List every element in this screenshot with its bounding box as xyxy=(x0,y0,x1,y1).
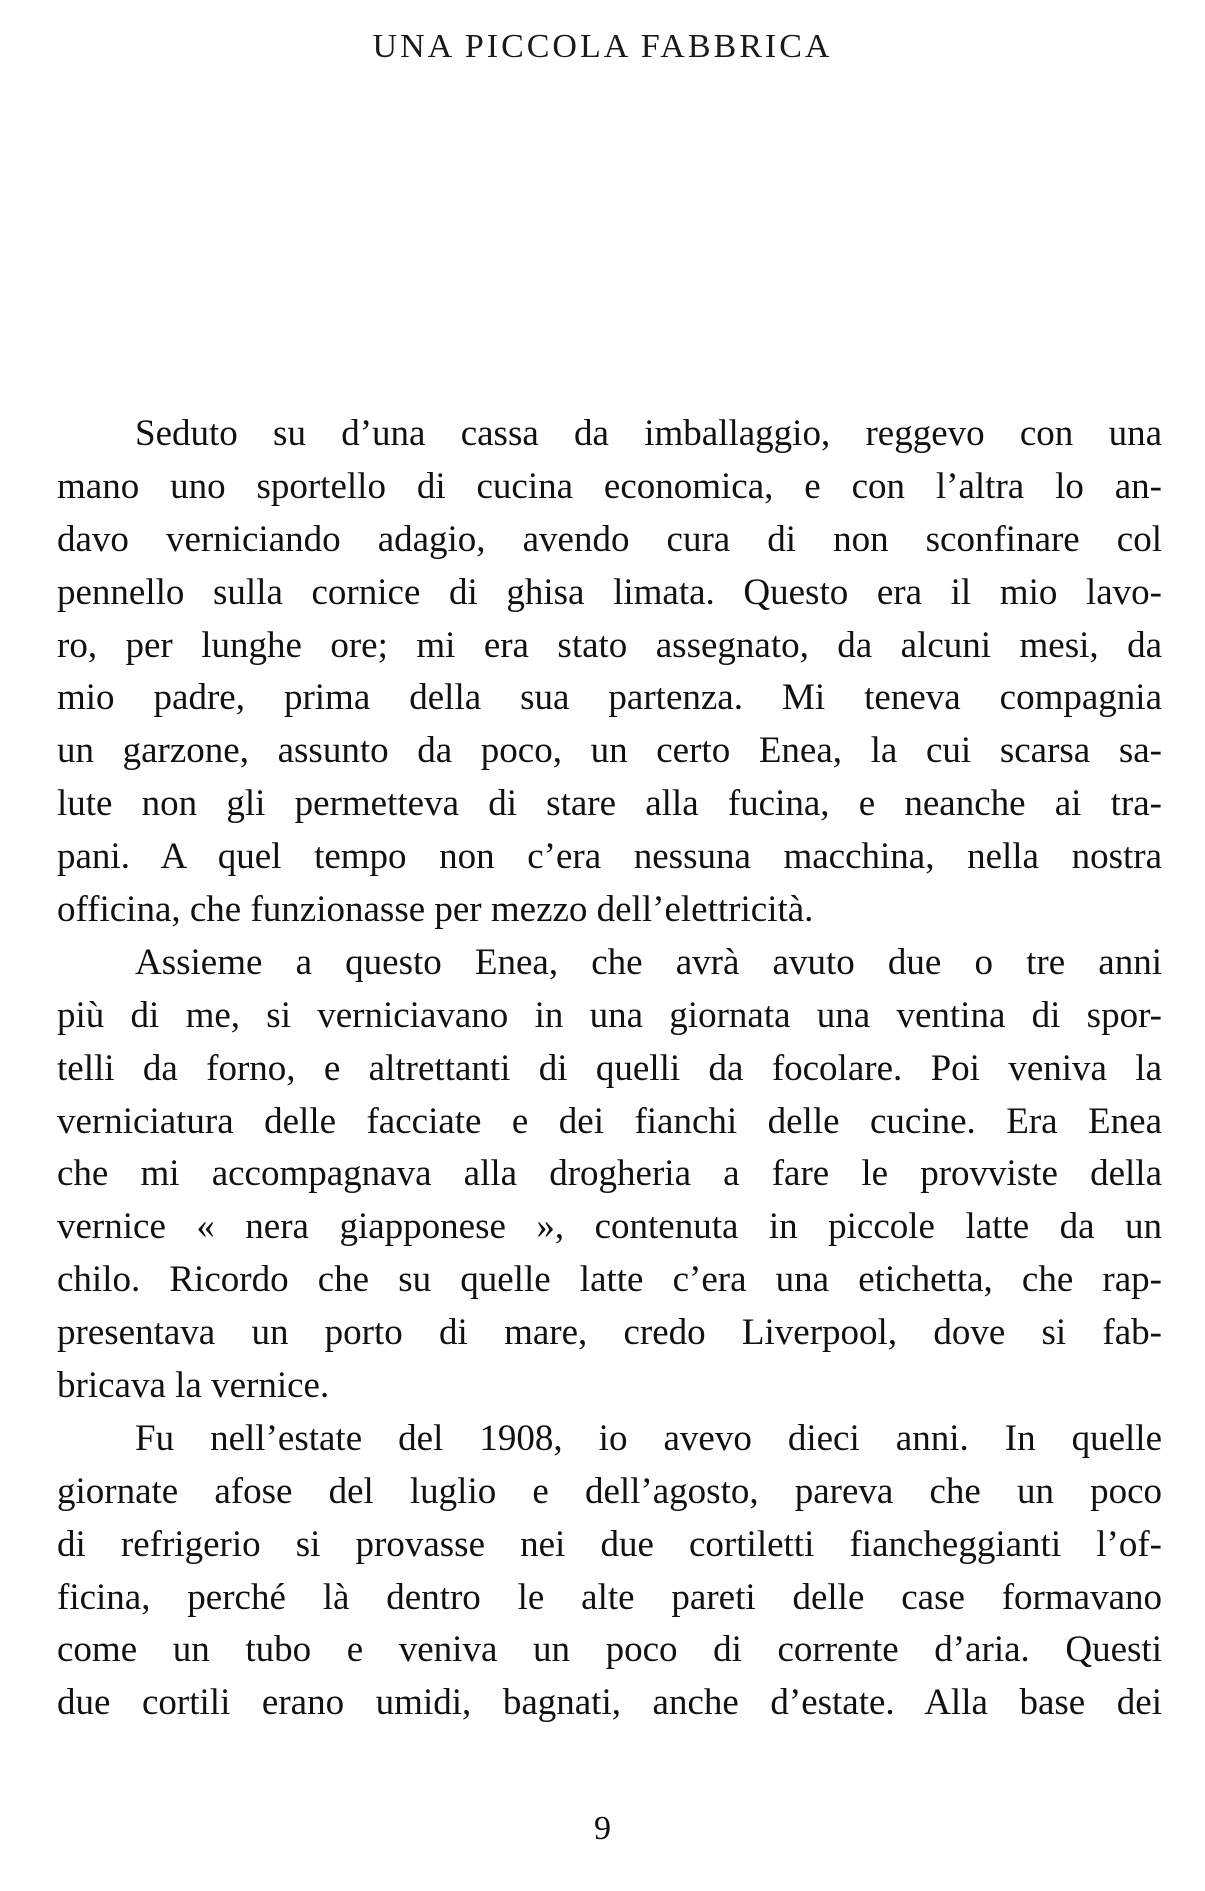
text-line: ficina, perché là dentro le alte pareti delle case formavano xyxy=(57,1576,1162,1618)
text-line: due cortili erano umidi, bagnati, anche d’estate. Alla base dei xyxy=(57,1682,1162,1724)
text-line: come un tubo e veniva un poco di corrente d’aria. Questi xyxy=(57,1629,1162,1671)
text-line: mano uno sportello di cucina economica, e con l’altra lo an- xyxy=(57,465,1162,507)
text-line: che mi accompagnava alla drogheria a fare le provviste della xyxy=(57,1153,1162,1195)
text-line: Assieme a questo Enea, che avrà avuto due o tre anni xyxy=(135,941,1162,983)
text-line: chilo. Ricordo che su quelle latte c’era una etichetta, che rap- xyxy=(57,1259,1162,1301)
page-number: 9 xyxy=(594,1810,611,1847)
text-line: di refrigerio si provasse nei due cortiletti fiancheggianti l’of- xyxy=(57,1523,1162,1565)
text-line: giornate afose del luglio e dell’agosto, pareva che un poco xyxy=(57,1470,1162,1512)
text-line: pennello sulla cornice di ghisa limata. Questo era il mio lavo- xyxy=(57,571,1162,613)
text-line: ro, per lunghe ore; mi era stato assegnato, da alcuni mesi, da xyxy=(57,624,1162,666)
text-line: un garzone, assunto da poco, un certo Enea, la cui scarsa sa- xyxy=(57,730,1162,772)
text-line: bricava la vernice. xyxy=(57,1365,330,1407)
text-line: pani. A quel tempo non c’era nessuna macchina, nella nostra xyxy=(57,836,1162,878)
text-line: telli da forno, e altrettanti di quelli da focolare. Poi veniva la xyxy=(57,1047,1162,1089)
text-line: officina, che funzionasse per mezzo dell’elettricità. xyxy=(57,889,814,931)
text-line: più di me, si verniciavano in una giornata una ventina di spor- xyxy=(57,994,1162,1036)
text-line: presentava un porto di mare, credo Liverpool, dove si fab- xyxy=(57,1312,1162,1354)
text-line: vernice « nera giapponese », contenuta in piccole latte da un xyxy=(57,1206,1162,1248)
body-text xyxy=(57,408,1162,1730)
text-line: lute non gli permetteva di stare alla fucina, e neanche ai tra- xyxy=(57,783,1162,825)
text-line: Fu nell’estate del 1908, io avevo dieci anni. In quelle xyxy=(135,1417,1162,1459)
text-line: davo verniciando adagio, avendo cura di non sconfinare col xyxy=(57,518,1162,560)
running-head: UNA PICCOLA FABBRICA xyxy=(372,28,833,65)
text-line: verniciatura delle facciate e dei fianchi delle cucine. Era Enea xyxy=(57,1100,1162,1142)
text-line: Seduto su d’una cassa da imballaggio, reggevo con una xyxy=(135,413,1162,454)
text-line: mio padre, prima della sua partenza. Mi teneva compagnia xyxy=(57,677,1162,719)
